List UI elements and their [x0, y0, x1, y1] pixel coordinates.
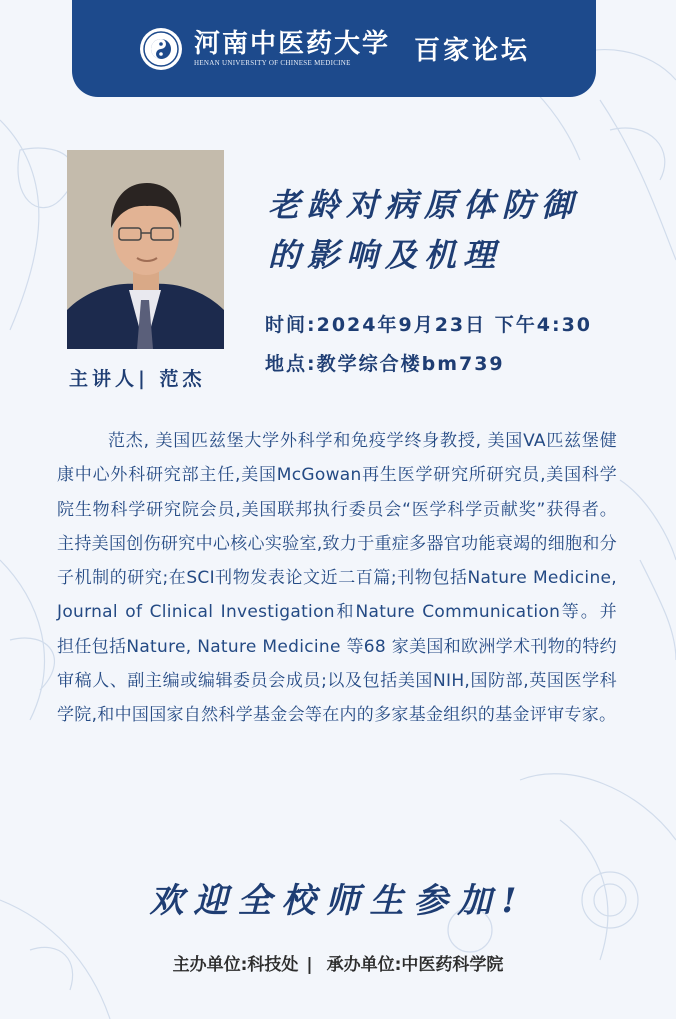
university-english-name: HENAN UNIVERSITY OF CHINESE MEDICINE — [193, 59, 351, 67]
welcome-message: 欢迎全校师生参加! — [149, 881, 527, 921]
university-name: 河南中医药大学 — [193, 29, 390, 59]
host-unit: 主办单位:科技处 — [172, 955, 299, 975]
header-banner — [72, 0, 596, 97]
footer-units — [0, 950, 676, 975]
university-seal-icon — [138, 26, 184, 72]
speaker-photo — [67, 150, 224, 349]
university-name-block — [194, 29, 390, 68]
speaker-portrait — [67, 150, 224, 349]
forum-name: 百家论坛 — [414, 36, 531, 66]
footer-separator: | — [306, 955, 313, 975]
lecture-time: 时间:2024年9月23日 下午4:30 — [265, 314, 593, 336]
lecture-title-line-2: 的影响及机理 — [268, 236, 503, 274]
organizer-unit: 承办单位:中医药科学院 — [326, 955, 504, 975]
speaker-label: 主讲人| 范杰 — [69, 368, 206, 390]
lecture-title-line-1: 老龄对病原体防御 — [268, 186, 581, 224]
lecture-title — [268, 180, 648, 280]
lecture-place: 地点:教学综合楼bm739 — [265, 353, 505, 375]
speaker-bio: 范杰, 美国匹兹堡大学外科学和免疫学终身教授, 美国VA匹兹堡健康中心外科研究部主任,美国McGowan再生医学研究所研究员,美国科学院生物科学研究院会员,美国联邦执行委员会“医学科学贡献奖”获得者。主持美国创伤研究中心核心实验室,致力于重症多器官功能衰竭的细胞和分子机制的研究;在SCI刊物发表论文近二百篇;刊物包括Nature Medicine, Journal of Clinical Investigation和Nature Communication等。并担任包括Nature, Nature Medicine 等68 家美国和欧洲学术刊物的特约审稿人、副主编或编辑委员会成员;以及包括美国NIH,国防部,英国医学科学院,和中国国家自然科学基金会等在内的多家基金组织的基金评审专家。 — [57, 431, 617, 726]
